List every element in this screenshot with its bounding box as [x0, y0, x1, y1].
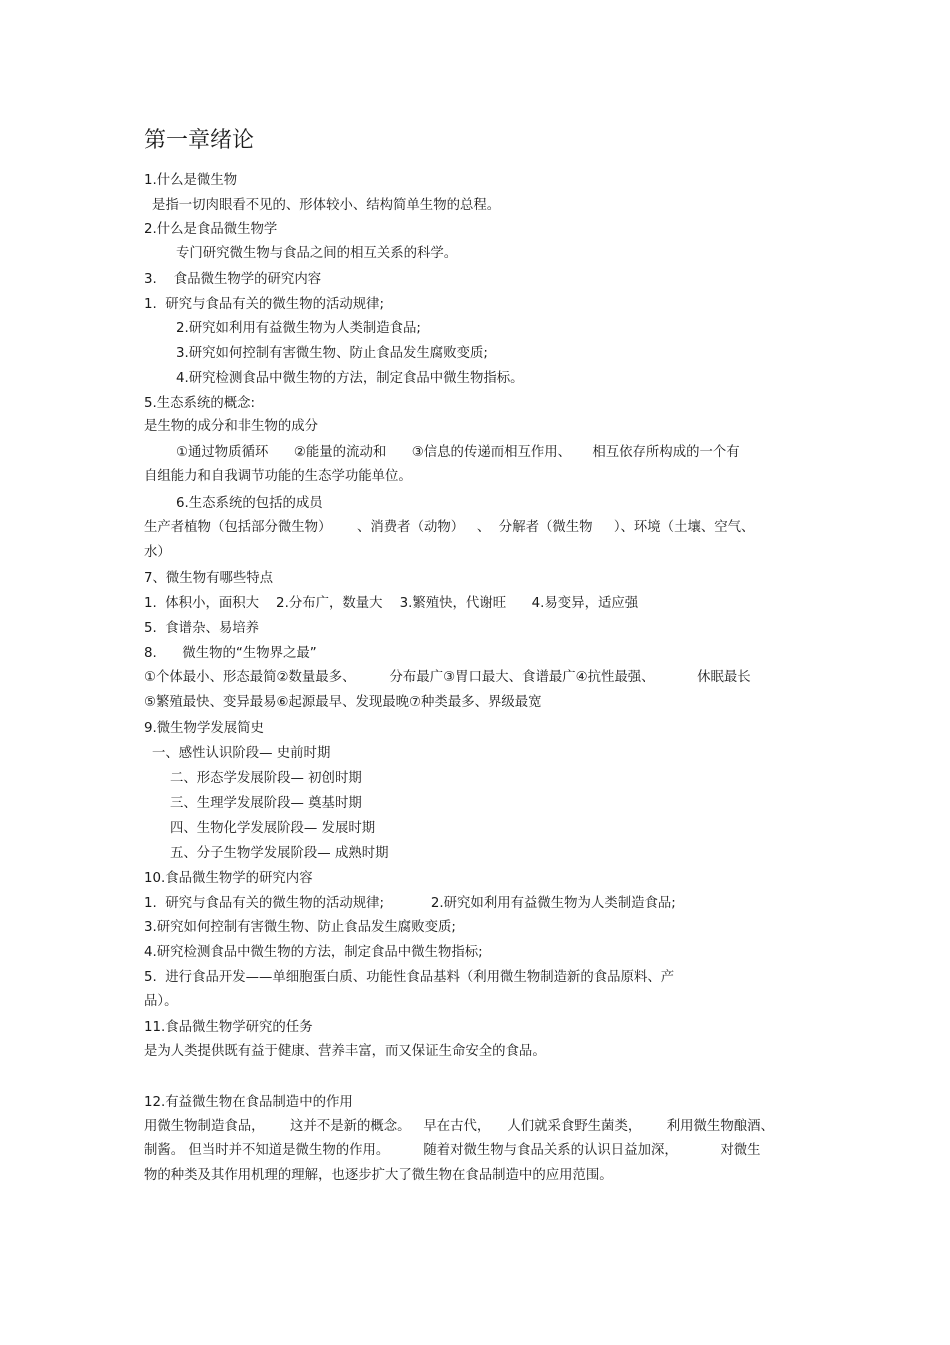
text-line: 品）。: [144, 994, 178, 1009]
text-line: 物的种类及其作用机理的理解，也逐步扩大了微生物在食品制造中的应用范围。: [144, 1168, 613, 1183]
heading-5: 5.生态系统的概念:: [144, 396, 256, 411]
text-line: ①通过物质循环 ②能量的流动和 ③信息的传递而相互作用、 相互依存所构成的一个有: [176, 445, 740, 460]
heading-1: 1.什么是微生物: [144, 173, 238, 188]
heading-2: 2.什么是食品微生物学: [144, 222, 278, 237]
text-line: 是生物的成分和非生物的成分: [144, 419, 319, 434]
heading-8: 8. 微生物的“生物界之最”: [144, 646, 317, 661]
list-item: 5. 食谱杂、易培养: [144, 621, 260, 636]
list-item: 4.研究检测食品中微生物的方法，制定食品中微生物指标;: [144, 945, 483, 960]
list-item: 四、生物化学发展阶段— 发展时期: [170, 821, 376, 836]
text-line: ①个体最小、形态最简②数量最多、 分布最广③胃口最大、食谱最广④抗性最强、 休眠最长: [144, 670, 751, 685]
list-item: 三、生理学发展阶段— 奠基时期: [170, 796, 362, 811]
text-line: ⑤繁殖最快、变异最易⑥起源最早、发现最晚⑦种类最多、界级最宽: [144, 695, 542, 710]
list-item: 3.研究如何控制有害微生物、防止食品发生腐败变质;: [176, 346, 488, 361]
heading-9: 9.微生物学发展简史: [144, 721, 264, 736]
heading-12: 12.有益微生物在食品制造中的作用: [144, 1095, 353, 1110]
list-item: 二、形态学发展阶段— 初创时期: [170, 771, 362, 786]
heading-6: 6.生态系统的包括的成员: [176, 496, 323, 511]
list-item: 五、分子生物学发展阶段— 成熟时期: [170, 846, 389, 861]
text-line: 是为人类提供既有益于健康、营养丰富，而又保证生命安全的食品。: [144, 1044, 546, 1059]
text-line: 自组能力和自我调节功能的生态学功能单位。: [144, 469, 412, 484]
list-item: 1. 研究与食品有关的微生物的活动规律; 2.研究如利用有益微生物为人类制造食品;: [144, 896, 676, 911]
list-item: 1. 研究与食品有关的微生物的活动规律;: [144, 297, 385, 312]
text-line: 水）: [144, 545, 171, 560]
text-line: 专门研究微生物与食品之间的相互关系的科学。: [176, 246, 458, 261]
chapter-title: 第一章绪论: [144, 128, 255, 153]
text-line: 是指一切肉眼看不见的、形体较小、结构简单生物的总程。: [152, 198, 501, 213]
heading-11: 11.食品微生物学研究的任务: [144, 1020, 313, 1035]
text-line: 制酱。 但当时并不知道是微生物的作用。 随着对微生物与食品关系的认识日益加深， 对微生: [144, 1143, 761, 1158]
list-item: 3.研究如何控制有害微生物、防止食品发生腐败变质;: [144, 920, 456, 935]
text-line: 用微生物制造食品， 这并不是新的概念。 早在古代， 人们就采食野生菌类， 利用微生物酿酒、: [144, 1119, 774, 1134]
heading-3: 3. 食品微生物学的研究内容: [144, 272, 322, 287]
list-item: 一、感性认识阶段— 史前时期: [152, 746, 331, 761]
list-item: 4.研究检测食品中微生物的方法，制定食品中微生物指标。: [176, 371, 524, 386]
list-item: 1. 体积小，面积大 2.分布广，数量大 3.繁殖快，代谢旺 4.易变异，适应强: [144, 596, 639, 611]
text-line: 生产者植物（包括部分微生物） 、消费者（动物） 、 分解者（微生物 ）、环境（土壤、空气、: [144, 520, 755, 535]
list-item: 2.研究如利用有益微生物为人类制造食品;: [176, 321, 421, 336]
heading-7: 7、微生物有哪些特点: [144, 571, 274, 586]
heading-10: 10.食品微生物学的研究内容: [144, 871, 313, 886]
list-item: 5. 进行食品开发——单细胞蛋白质、功能性食品基料（利用微生物制造新的食品原料、产: [144, 970, 675, 985]
